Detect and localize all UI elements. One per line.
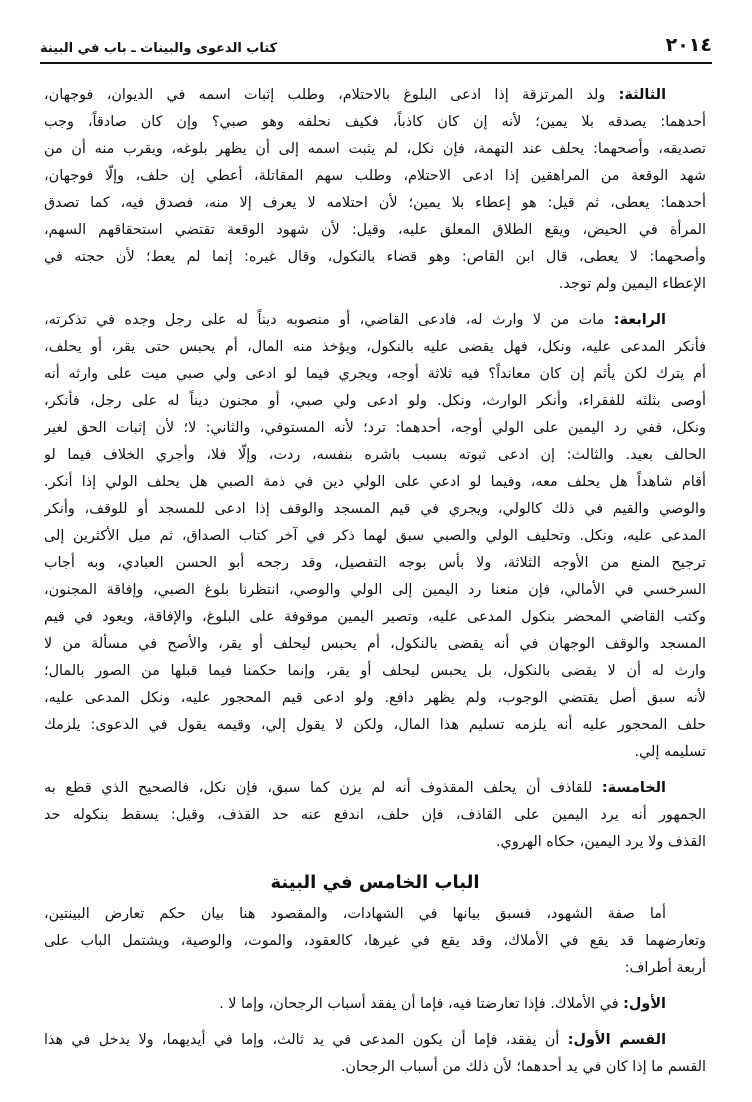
line-text: وأصحهما: لا يعطى، قال ابن القاص: وهو قضاء بالنكول، وقال غيره: إنما لم يعط؛ لأن حجته في bbox=[44, 249, 706, 265]
line-text: حلف المحجور عليه أنه يلزمه تسليم هذا المال، ولكن لا يقول إلي، وقيمه يقول في الدعوى: يلزمك bbox=[44, 717, 706, 733]
line-text: وتعارضهما قد يقع في الأملاك، وقد يقع في غيرها، كالعقود، والموت، والوصية، ويشتمل الباب على bbox=[44, 933, 706, 949]
text-line bbox=[44, 577, 706, 604]
text-line bbox=[44, 631, 706, 658]
line-text: في الأملاك. فإذا تعارضتا فيه، فإما أن يفقد أسباب الرجحان، وإما لا . bbox=[219, 996, 619, 1012]
line-text: أم يترك لكن يأثم إن كان معانداً؟ فيه ثلاثة أوجه، ويجري فيما لو ادعى ولي صبي ميت على وارثه أنه bbox=[44, 366, 706, 382]
line-text: الإعطاء اليمين ولم توجد. bbox=[558, 276, 706, 292]
text-line bbox=[44, 415, 706, 442]
text-line bbox=[44, 109, 706, 136]
text-line bbox=[44, 739, 706, 766]
line-text: أحدهما: يعطى، ثم قيل: هو إعطاء بلا يمين؛ لأن احتلامه لا يعرف إلا منه، فصدق فيه، كما تصدق bbox=[44, 195, 706, 211]
text-line bbox=[44, 496, 706, 523]
line-text: القذف ولا يرد اليمين، حكاه الهروي. bbox=[495, 834, 706, 850]
paragraph-lead: الأول: bbox=[623, 996, 666, 1012]
text-line bbox=[44, 82, 706, 109]
line-text: شهد الوقعة من المراهقين إذا ادعى الاحتلام، وطلب سهم المقاتلة، أعطي إن حلف، وإلّا فوجهان، bbox=[44, 168, 706, 184]
text-line bbox=[44, 550, 706, 577]
line-text: وكتب القاضي المحضر بنكول المدعى عليه، وتصير اليمين موقوفة على البلوغ، والإفاقة، ويعود في قيم bbox=[44, 609, 706, 625]
paragraph bbox=[44, 901, 706, 982]
line-text: أما صفة الشهود، فسبق بيانها في الشهادات، والمقصود هنا بيان حكم تعارض البينتين، bbox=[44, 906, 666, 922]
text-line bbox=[44, 604, 706, 631]
text-line bbox=[44, 244, 706, 271]
text-line bbox=[44, 901, 706, 928]
text-line bbox=[44, 271, 706, 298]
text-line bbox=[44, 829, 706, 856]
sections-before bbox=[44, 82, 706, 856]
paragraph bbox=[44, 991, 706, 1018]
paragraph bbox=[44, 82, 706, 298]
paragraph bbox=[44, 307, 706, 766]
line-text: القسم ما إذا كان في يد أحدهما؛ لأن ذلك من أسباب الرجحان. bbox=[340, 1059, 706, 1075]
text-line bbox=[44, 334, 706, 361]
line-text: الحالف بعيد. والثالث: إن ادعى ثبوته بسبب باشره بنفسه، ردت، وإلّا فلا، وأجري الخلاف فيما لو bbox=[44, 447, 706, 463]
line-text: وارث له أن لا يقضى بالنكول، بل يحبس ليحلف أو يقر، وإنما حكمنا فيما قبلها من الصور بالمال؛ bbox=[44, 663, 706, 679]
text-line bbox=[44, 307, 706, 334]
text-line bbox=[44, 802, 706, 829]
text-line bbox=[44, 190, 706, 217]
paragraph-lead: الخامسة: bbox=[601, 780, 666, 796]
paragraph-lead: الثالثة: bbox=[618, 87, 666, 103]
text-line bbox=[44, 469, 706, 496]
line-text: لأنه سبق أصل يقتضي الوجوب، ولم يظهر دافع. ولو ادعى قيم المحجور عليه، ونكل المدعى عليه، bbox=[44, 690, 706, 706]
text-line bbox=[44, 685, 706, 712]
text-line bbox=[44, 136, 706, 163]
text-line bbox=[44, 1027, 706, 1054]
line-text: المسجد والوقف الوجهان في أنه يقضى بالنكول، أم يحبس ليحلف أو يقر، والأصح في مسألة من لا bbox=[44, 636, 706, 652]
text-line bbox=[44, 361, 706, 388]
text-line bbox=[44, 442, 706, 469]
line-text: المدعى عليه، ونكل. وتحليف الولي والصبي سبق لهما ذكر في آخر كتاب الصداق، ثم ميل الأكثرين إلى bbox=[44, 528, 706, 544]
line-text: أوصى بثلثه للفقراء، وأنكر الوارث، ونكل. ولو ادعى ولي صبي، أو مجنون ديناً له على رجل، فأنكر، bbox=[44, 393, 706, 409]
line-text: أن يفقد، فإما أن يكون المدعى في يد ثالث، وإما في أيديهما، ولا يدخل في هذا bbox=[44, 1032, 560, 1048]
text-line bbox=[44, 388, 706, 415]
line-text: الجمهور أنه يرد اليمين على القاذف، فإن حلف، اندفع عنه حد القذف، وقيل: يسقط بنكوله حد bbox=[44, 807, 706, 823]
sections-after bbox=[44, 901, 706, 1081]
running-title: كتاب الدعوى والبينات ـ باب في البينة bbox=[40, 41, 278, 56]
header-rule bbox=[40, 62, 712, 64]
text-line bbox=[44, 658, 706, 685]
line-text: ونكل، ففي رد اليمين على الولي أوجه، أحدهما: ترد؛ لأنه المستوفي، والثاني: لا؛ لأن إثبات الحق لغير bbox=[44, 420, 706, 436]
page-number: ٢٠١٤ bbox=[665, 34, 712, 56]
line-text: مات من لا وارث له، فادعى القاضي، أو منصوبه ديناً له على رجل وجده في تذكرته، bbox=[44, 312, 605, 328]
text-line bbox=[44, 1054, 706, 1081]
line-text: والوصي والقيم في ذلك كالولي، ويجري في قيم المسجد والوقف إذا ادعى للمسجد أو للوقف، وأنكر bbox=[44, 501, 706, 517]
text-line bbox=[44, 991, 706, 1018]
line-text: ترجيح المنع من الأوجه الثلاثة، ولا بأس بوجه التفصيل، وقد رجحه أبو الحسن العبادي، وبه أجاب bbox=[44, 555, 706, 571]
line-text: أربعة أطراف: bbox=[624, 960, 706, 976]
paragraph bbox=[44, 1027, 706, 1081]
text-line bbox=[44, 523, 706, 550]
text-line bbox=[44, 775, 706, 802]
line-text: أحدهما: يصدقه بلا يمين؛ لأنه إن كان كاذباً، فكيف نحلفه وهو صبي؟ وإن كان صادقاً، وجب bbox=[44, 114, 706, 130]
text-line bbox=[44, 217, 706, 244]
line-text: فأنكر المدعى عليه، ونكل، فهل يقضى عليه بالنكول، ويؤخذ منه المال، أم يحبس حتى يقر، أو يحلف، bbox=[44, 339, 706, 355]
line-text: تصديقه، وأصحهما: يحلف عند التهمة، فإن نكل، لم يثبت اسمه إلى أن يظهر بلوغه، ويقرب منه أن من bbox=[44, 141, 706, 157]
text-line bbox=[44, 163, 706, 190]
paragraph-lead: القسم الأول: bbox=[567, 1032, 667, 1048]
text-line bbox=[44, 712, 706, 739]
chapter-heading: الباب الخامس في البينة bbox=[270, 872, 480, 893]
page-header bbox=[40, 34, 712, 56]
page-body bbox=[44, 82, 706, 1090]
text-line bbox=[44, 928, 706, 955]
line-text: ولد المرتزقة إذا ادعى البلوغ بالاحتلام، وطلب إثبات اسمه في الديوان، فوجهان، bbox=[44, 87, 606, 103]
line-text: تسليمه إلي. bbox=[634, 744, 706, 760]
line-text: السرخسي في الأمالي، فإن منعنا رد اليمين إلى الولي والوصي، انتظرنا بلوغ الصبي، وإفاقة المجنون، bbox=[44, 582, 706, 598]
paragraph bbox=[44, 775, 706, 856]
text-line bbox=[44, 955, 706, 982]
line-text: المرأة في الحيض، ويقع الطلاق المعلق عليه، وقيل: لأن شهود الوقعة تقتضي استحقاقهم السهم، bbox=[44, 222, 706, 238]
line-text: أقام شاهداً هل يحلف معه، وفيما لو ادعي على الولي دين في ذمة الصبي هل يحلف الولي إذا أنكر. bbox=[44, 474, 706, 490]
paragraph-lead: الرابعة: bbox=[613, 312, 666, 328]
line-text: للقاذف أن يحلف المقذوف أنه لم يزن كما سبق، فإن نكل، فالصحيح الذي قطع به bbox=[44, 780, 593, 796]
